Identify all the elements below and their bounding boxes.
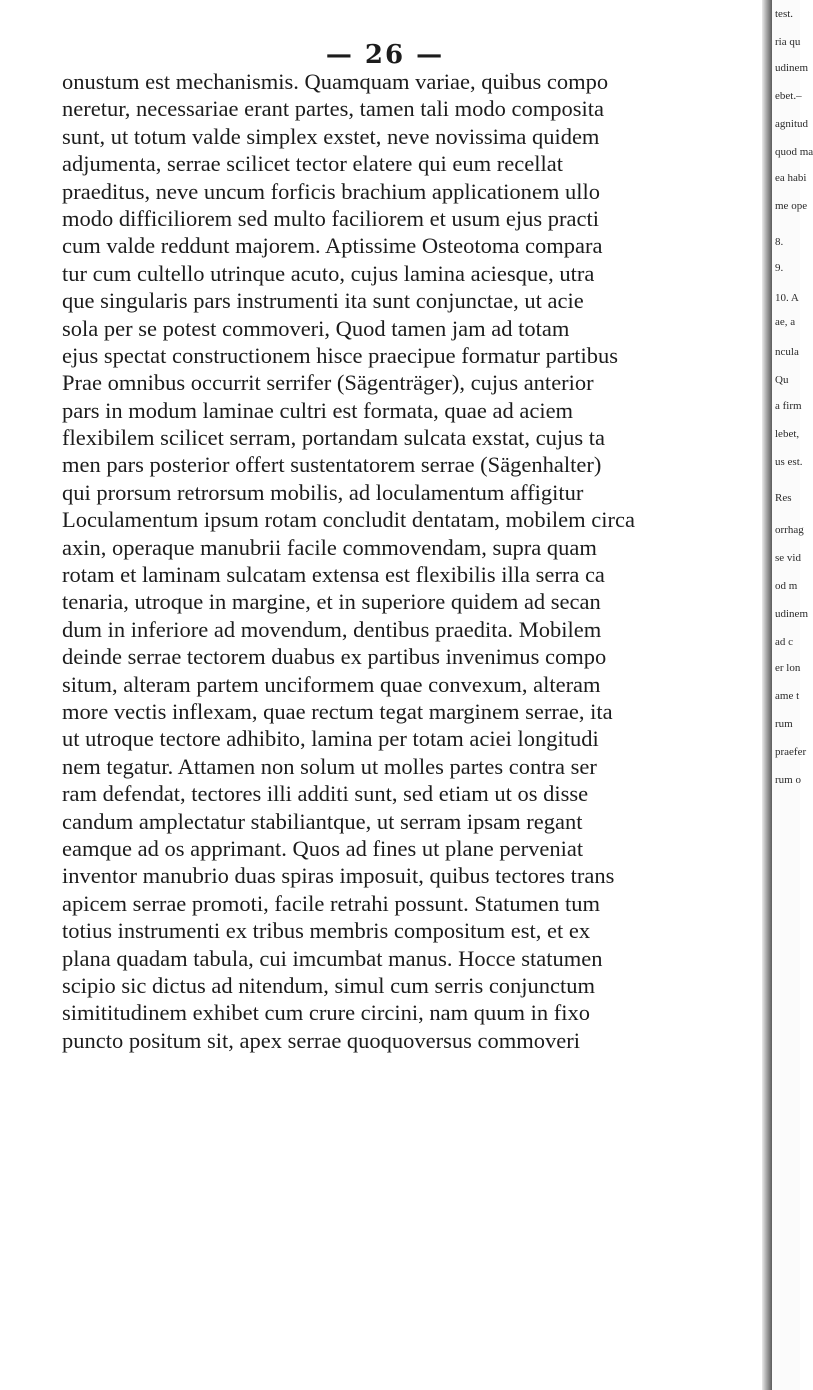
facing-page-fragment: 8. xyxy=(775,236,784,248)
facing-page-fragment: me ope xyxy=(775,200,808,212)
text-line: flexibilem scilicet serram, portandam sulcata exstat, cujus ta xyxy=(62,425,605,451)
facing-page-fragment: lebet, xyxy=(775,428,800,440)
facing-page-fragment: udinem xyxy=(775,62,808,74)
facing-page-fragment: 9. xyxy=(775,262,784,274)
facing-page-fragment: udinem xyxy=(775,608,808,620)
text-line: pars in modum laminae cultri est formata, quae ad aciem xyxy=(62,397,574,423)
text-line: dum in inferiore ad movendum, dentibus praedita. Mobilem xyxy=(62,616,602,642)
text-line: situm, alteram partem unciformem quae convexum, alteram xyxy=(62,671,601,697)
text-line: sunt, ut totum valde simplex exstet, neve novissima quidem xyxy=(62,123,600,149)
facing-page-fragment: orrhag xyxy=(775,524,804,536)
text-line: apicem serrae promoti, facile retrahi possunt. Statumen tum xyxy=(62,890,600,916)
text-line: nem tegatur. Attamen non solum ut molles partes contra ser xyxy=(62,753,597,779)
book-gutter xyxy=(762,0,772,1390)
text-line: ejus spectat constructionem hisce praecipue formatur partibus xyxy=(62,342,619,368)
text-line: neretur, necessariae erant partes, tamen tali modo composita xyxy=(62,96,604,122)
text-line: more vectis inflexam, quae rectum tegat marginem serrae, ita xyxy=(62,698,613,724)
facing-page-fragment: a firm xyxy=(775,400,802,412)
facing-page-fragment: Res xyxy=(775,492,792,504)
facing-page-fragment: us est. xyxy=(775,456,803,468)
text-line: inventor manubrio duas spiras imposuit, quibus tectores trans xyxy=(62,863,615,889)
text-line: adjumenta, serrae scilicet tector elatere qui eum recellat xyxy=(62,151,563,177)
text-line: deinde serrae tectorem duabus ex partibus invenimus compo xyxy=(62,644,607,670)
text-line: totius instrumenti ex tribus membris compositum est, et ex xyxy=(62,918,591,944)
text-line: eamque ad os apprimant. Quos ad fines ut plane perveniat xyxy=(62,835,584,861)
facing-page-fragment: rum xyxy=(775,718,793,730)
facing-page-fragment: agnitud xyxy=(775,118,808,130)
facing-page-fragment: od m xyxy=(775,580,798,592)
facing-page-fragment: er lon xyxy=(775,662,801,674)
text-line: Loculamentum ipsum rotam concludit dentatam, mobilem circa xyxy=(62,507,635,533)
text-line: ut utroque tectore adhibito, lamina per totam aciei longitudi xyxy=(62,726,599,752)
text-line: Prae omnibus occurrit serrifer (Sägenträger), cujus anterior xyxy=(62,370,594,396)
text-line: candum amplectatur stabiliantque, ut serram ipsam regant xyxy=(62,808,583,834)
text-line: rotam et laminam sulcatam extensa est flexibilis illa serra ca xyxy=(62,562,605,588)
text-line: onustum est mechanismis. Quamquam variae, quibus compo xyxy=(62,69,609,94)
facing-page-fragment: test. xyxy=(775,8,794,20)
text-line: cum valde reddunt majorem. Aptissime Osteotoma compara xyxy=(62,233,603,259)
facing-page-fragment: Qu xyxy=(775,374,789,386)
text-line: modo difficiliorem sed multo faciliorem et usum ejus practi xyxy=(62,205,599,231)
text-line: ram defendat, tectores illi additi sunt, sed etiam ut os disse xyxy=(62,781,589,807)
text-line: axin, operaque manubrii facile commovendam, supra quam xyxy=(62,534,597,560)
facing-page-fragment: ae, a xyxy=(775,316,796,328)
text-line: sola per se potest commoveri, Quod tamen jam ad totam xyxy=(62,315,570,341)
page-number: — 26 — xyxy=(325,40,445,70)
facing-page-fragment: quod ma xyxy=(775,146,813,158)
text-line: men pars posterior offert sustentatorem serrae (Sägenhalter) xyxy=(62,452,602,478)
facing-page-fragment: ncula xyxy=(775,346,799,358)
text-line: plana quadam tabula, cui imcumbat manus. Hocce statumen xyxy=(62,945,603,971)
facing-page-fragment: ea habi xyxy=(775,172,807,184)
text-line: praeditus, neve uncum forficis brachium applicationem ullo xyxy=(62,178,600,204)
text-line: puncto positum sit, apex serrae quoquoversus commoveri xyxy=(62,1027,581,1053)
text-line: que singularis pars instrumenti ita sunt conjunctae, ut acie xyxy=(62,288,584,314)
text-line: scipio sic dictus ad nitendum, simul cum serris conjunctum xyxy=(62,972,596,998)
facing-page-fragment: 10. A xyxy=(775,292,799,304)
facing-page-fragment: ria qu xyxy=(775,36,801,48)
facing-page-fragment: se vid xyxy=(775,552,801,564)
body-text xyxy=(62,68,762,1054)
text-line: tur cum cultello utrinque acuto, cujus lamina aciesque, utra xyxy=(62,260,595,286)
text-line: tenaria, utroque in margine, et in superiore quidem ad secan xyxy=(62,589,601,615)
facing-page-edge xyxy=(772,0,813,1390)
facing-page-fragment: ad c xyxy=(775,636,794,648)
facing-page-fragment: praefer xyxy=(775,746,807,758)
facing-page-fragment: rum o xyxy=(775,774,801,786)
text-line: simititudinem exhibet cum crure circini, nam quum in fixo xyxy=(62,1000,591,1026)
text-line: qui prorsum retrorsum mobilis, ad loculamentum affigitur xyxy=(62,479,584,505)
facing-page-fragment: ame t xyxy=(775,690,800,702)
facing-page-fragment: ebet.– xyxy=(775,90,802,102)
